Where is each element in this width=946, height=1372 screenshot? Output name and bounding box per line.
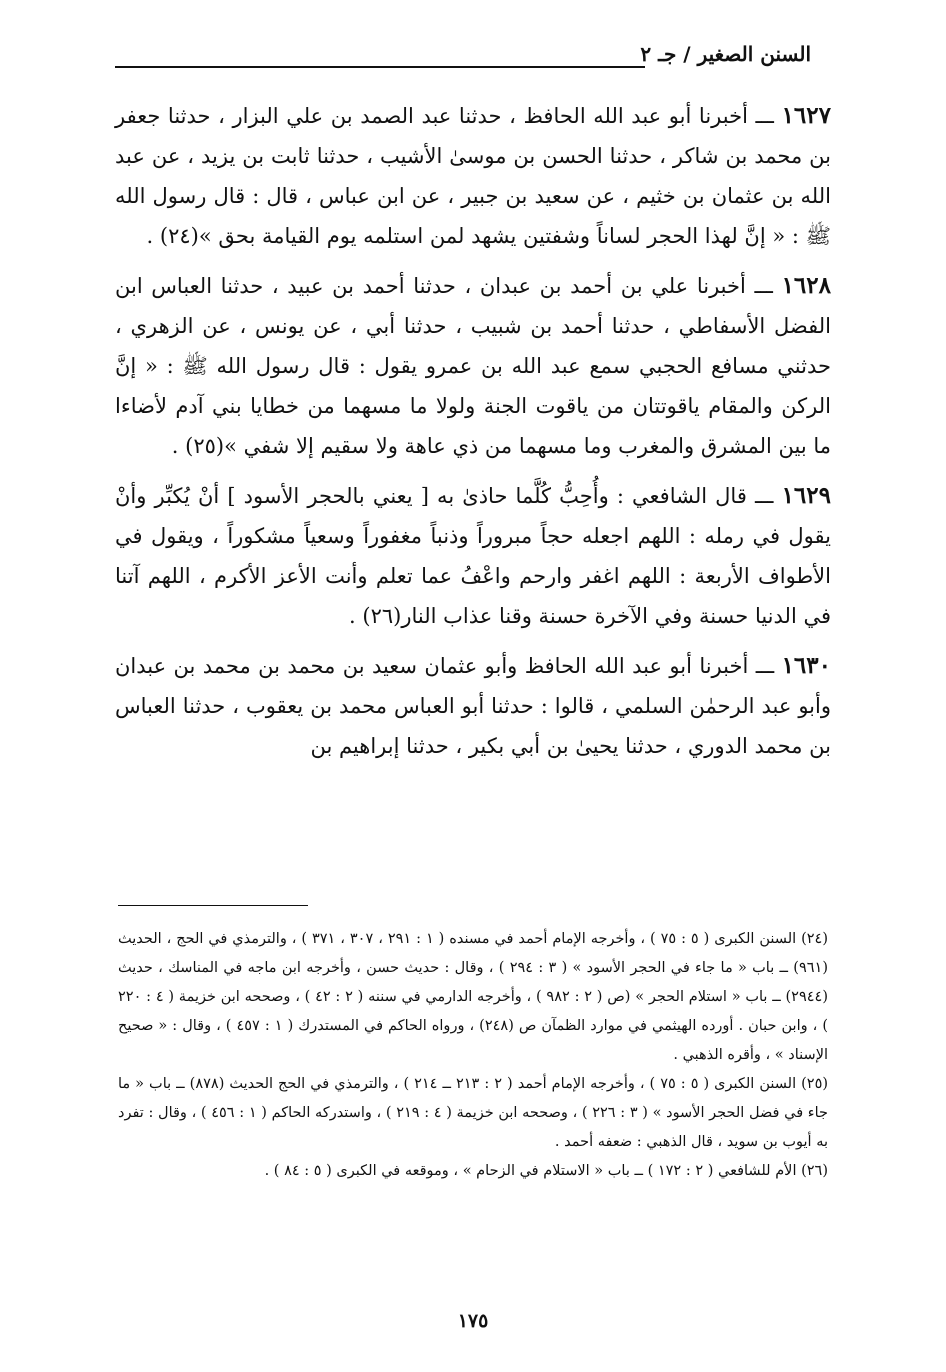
running-header	[115, 42, 811, 70]
page-number: ١٧٥	[457, 1310, 489, 1332]
hadith-number: ١٦٢٧	[781, 102, 831, 129]
hadith-dash: ـــ	[745, 274, 773, 298]
running-header-title: السنن الصغير / جـ ٢	[640, 42, 811, 66]
footnote: (٢٥) السنن الكبرى ( ٥ : ٧٥ ) ، وأخرجه الإمام أحمد ( ٢ : ٢١٣ ــ ٢١٤ ) ، والترمذي في الحج الحديث (٨٧٨) ــ باب « ما جاء في فضل الحجر الأسود » ( ٣ : ٢٢٦ ) ، وصححه ابن خزيمة ( ٤ : ٢١٩ ) ، واستدركه الحاكم ( ١ : ٤٥٦ ) ، وقال : تفرد به أيوب بن سويد ، قال الذهبي : ضعفه أحمد .	[118, 1076, 829, 1150]
hadith-dash: ـــ	[747, 104, 774, 128]
hadith-paragraph	[115, 646, 831, 766]
hadith-text: أخبرنا أبو عبد الله الحافظ وأبو عثمان سعيد بن محمد بن محمد بن عبدان وأبو عبد الرحمٰن السلمي ، قالوا : حدثنا أبو العباس محمد بن يعقوب ، حدثنا العباس بن محمد الدوري ، حدثنا يحيىٰ بن أبي بكير ، حدثنا إبراهيم بن	[115, 654, 831, 758]
hadith-text: أخبرنا أبو عبد الله الحافظ ، حدثنا عبد الصمد بن علي البزار ، حدثنا جعفر بن محمد بن شاكر ، حدثنا الحسن بن موسىٰ الأشيب ، حدثنا ثابت بن يزيد ، عن عبد الله بن عثمان بن خثيم ، عن سعيد بن جبير ، عن ابن عباس ، قال : قال رسول الله ﷺ : « إنَّ لهذا الحجر لساناً وشفتين يشهد لمن استلمه يوم القيامة بحق »(٢٤) .	[115, 104, 831, 248]
hadith-number: ١٦٢٨	[781, 272, 831, 299]
footnotes	[118, 925, 828, 1186]
hadith-dash: ـــ	[748, 654, 775, 678]
main-text	[115, 96, 831, 776]
hadith-dash: ـــ	[746, 484, 774, 508]
header-rule	[115, 66, 645, 68]
hadith-paragraph	[115, 96, 831, 256]
hadith-text: أخبرنا علي بن أحمد بن عبدان ، حدثنا أحمد بن عبيد ، حدثنا العباس ابن الفضل الأسفاطي ، حدثنا أحمد بن شبيب ، حدثنا أبي ، عن يونس ، عن الزهري ، حدثني مسافع الحجبي سمع عبد الله بن عمرو يقول : قال رسول الله ﷺ : « إنَّ الركن والمقام ياقوتتان من ياقوت الجنة ولولا ما مسهما من خطايا بني آدم لأضاءا ما بين المشرق والمغرب وما مسهما من ذي عاهة ولا سقيم إلا شفي »(٢٥) .	[115, 274, 831, 458]
hadith-number: ١٦٣٠	[781, 652, 831, 679]
hadith-paragraph	[115, 266, 831, 466]
hadith-text: قال الشافعي : وأُحِبُّ كُلَّما حاذىٰ به [ يعني بالحجر الأسود ] أنْ يُكبِّر وأنْ يقول في رمله : اللهم اجعله حجاً مبروراً وذنباً مغفوراً وسعياً مشكوراً ، ويقول في الأطواف الأربعة : اللهم اغفر وارحم واعْفُ عما تعلم وأنت الأعز الأكرم ، اللهم آتنا في الدنيا حسنة وفي الآخرة حسنة وقنا عذاب النار(٢٦) .	[115, 484, 831, 628]
footnote: (٢٤) السنن الكبرى ( ٥ : ٧٥ ) ، وأخرجه الإمام أحمد في مسنده ( ١ : ٢٩١ ، ٣٠٧ ، ٣٧١ ) ، والترمذي في الحج ، الحديث (٩٦١) ــ باب « ما جاء في الحجر الأسود » ( ٣ : ٢٩٤ ) ، وقال : حديث حسن ، وأخرجه ابن ماجه في المناسك ، حديث (٢٩٤٤) ــ باب « استلام الحجر » (ص ( ٢ : ٩٨٢ ) ، وأخرجه الدارمي في سننه ( ٢ : ٤٢ ) ، وصححه ابن خزيمة ( ٤ : ٢٢٠ ) ، وابن حبان . أورده الهيثمي في موارد الظمآن ص (٢٤٨) ، ورواه الحاكم في المستدرك ( ١ : ٤٥٧ ) ، وقال : « صحيح الإسناد » ، وأقره الذهبي .	[118, 931, 828, 1063]
hadith-number: ١٦٢٩	[781, 482, 831, 509]
footnote: (٢٦) الأم للشافعي ( ٢ : ١٧٢ ) ــ باب « الاستلام في الزحام » ، وموقعه في الكبرى ( ٥ : ٨٤ ) .	[264, 1163, 828, 1179]
footnotes-separator	[118, 905, 308, 906]
hadith-paragraph	[115, 476, 831, 636]
